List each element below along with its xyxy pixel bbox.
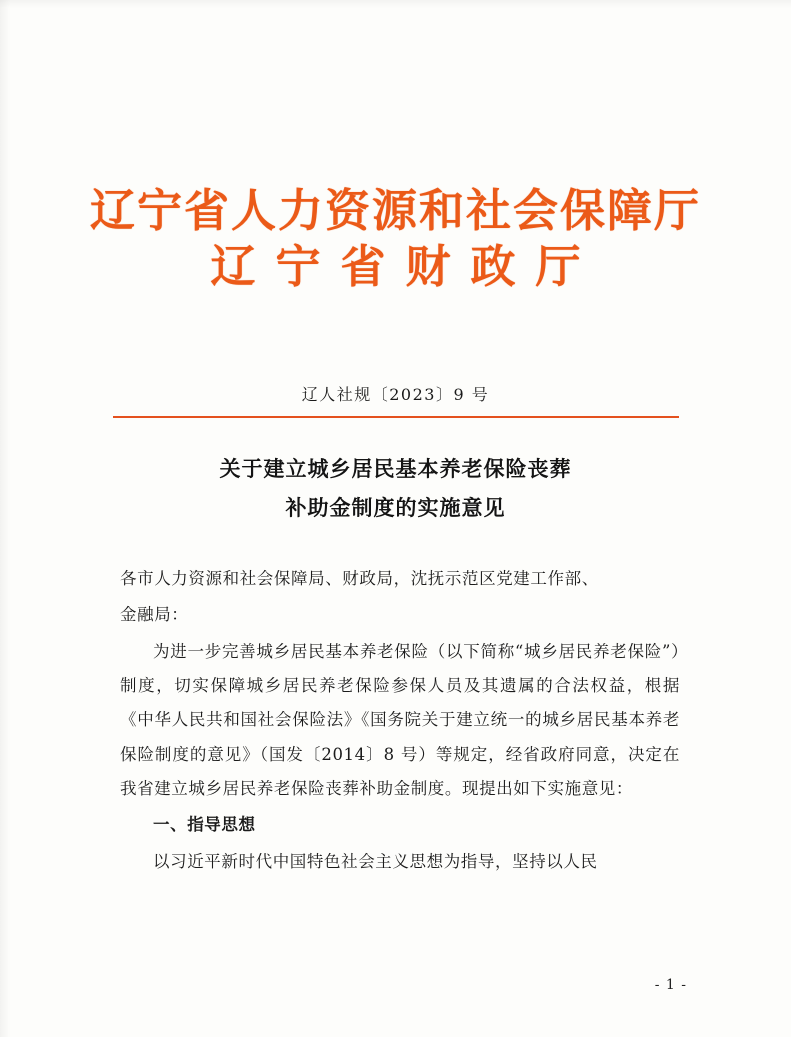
body-paragraph-1: 为进一步完善城乡居民基本养老保险（以下简称“城乡居民养老保险”）制度，切实保障城乡居民养老保险参保人员及其遗属的合法权益，根据《中华人民共和国社会保险法》《国务院关于建立统一的城乡居民基本养老保险制度的意见》（国发〔2014〕8 号）等规定，经省政府同意，决定在我省建立城乡居民养老保险丧葬补助金制度。现提出如下实施意见： xyxy=(120,641,680,798)
masthead xyxy=(0,186,791,293)
scan-edge-top xyxy=(0,0,791,8)
addressee-line-1: 各市人力资源和社会保障局、财政局，沈抚示范区党建工作部、 xyxy=(120,569,599,588)
document-number: 辽人社规〔2023〕9 号 xyxy=(301,385,490,404)
addressee-line-2: 金融局： xyxy=(120,605,189,625)
document-body xyxy=(120,562,680,881)
section-heading-1: 一、指导思想 xyxy=(153,815,256,835)
masthead-issuing-agency-2: 辽宁省财政厅 xyxy=(210,240,601,294)
page-title-line-2: 补助金制度的实施意见 xyxy=(285,494,506,520)
masthead-issuing-agency-1: 辽宁省人力资源和社会保障厅 xyxy=(89,184,701,237)
page-number: - 1 - xyxy=(654,977,687,993)
page-title xyxy=(0,450,791,528)
red-divider-rule xyxy=(113,416,679,418)
page-title-line-1: 关于建立城乡居民基本养老保险丧葬 xyxy=(219,456,572,481)
section-1-paragraph: 以习近平新时代中国特色社会主义思想为指导，坚持以人民 xyxy=(153,851,598,871)
document-number-wrap xyxy=(0,382,791,405)
